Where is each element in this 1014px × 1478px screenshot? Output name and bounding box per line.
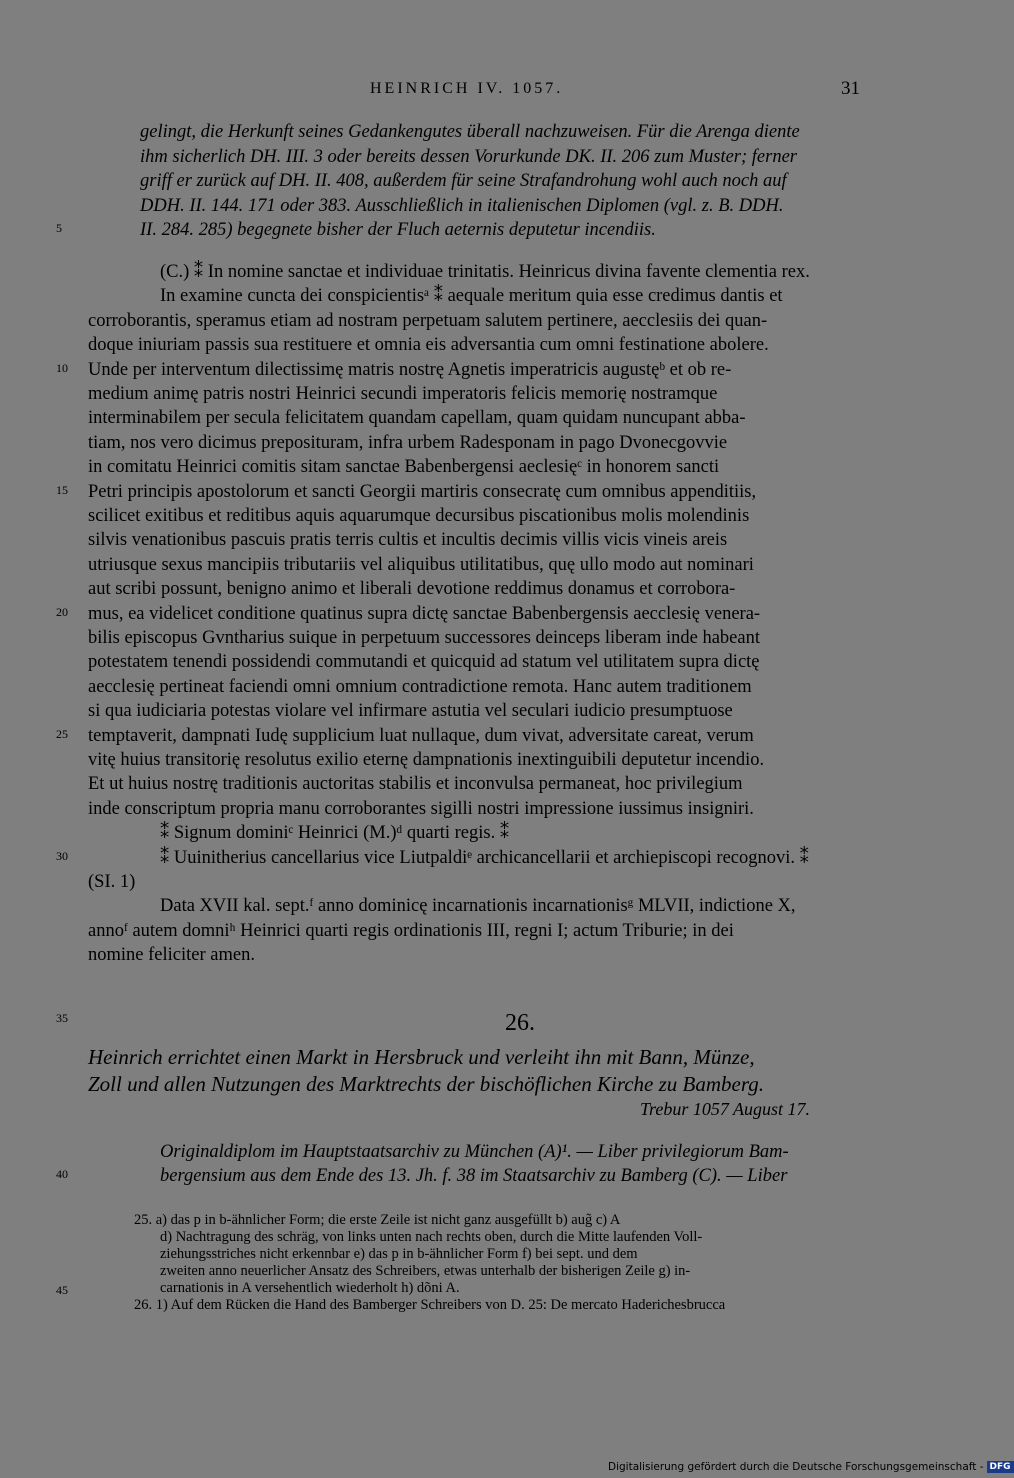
line-number: 40 — [56, 1167, 68, 1181]
commentary-line: ihm sicherlich DH. III. 3 oder bereits dessen Vorurkunde DK. II. 206 zum Muster; ferner — [140, 146, 797, 167]
main-text-line: aut scribi possunt, benigno animo et liberali devotione reddimus donamus et corrobora- — [88, 579, 736, 600]
main-text-line: potestatem tenendi possidendi commutandi et quicquid ad statum vel utilitatem supra dictę — [88, 652, 760, 673]
line-number: 30 — [56, 848, 68, 863]
page-header — [0, 80, 1000, 104]
regest-line-1: Heinrich errichtet einen Markt in Hersbruck und verleiht ihn mit Bann, Münze, — [88, 1045, 755, 1069]
dfg-logo: DFG — [987, 1461, 1014, 1473]
main-text-line: corroborantis, speramus etiam ad nostram perpetuam salutem pertinere, aecclesiis dei quan- — [88, 310, 768, 331]
main-text-line: (SI. 1) — [88, 872, 136, 892]
main-text-line: interminabilem per secula felicitatem quandam capellam, quam quidam nuncupant abba- — [88, 408, 746, 429]
line-number: 35 — [56, 1011, 68, 1025]
main-text-line: vitę huius transitorię resolutus exilio eternę dampnationis inextinguibili deputetur incendio. — [88, 750, 765, 770]
tradition-line: bergensium aus dem Ende des 13. Jh. f. 38 im Staatsarchiv zu Bamberg (C). — Liber — [160, 1166, 788, 1186]
main-text-line: in comitatu Heinrici comitis sitam sanctae Babenbergensi aeclesięᶜ in honorem sancti — [88, 457, 720, 478]
main-text-line: Et ut huius nostrę traditionis auctoritas stabilis et inconvulsa permaneat, hoc privilegium — [88, 774, 743, 795]
regest-line-2: Zoll und allen Nutzungen des Marktrechts der bischöflichen Kirche zu Bamberg. — [88, 1072, 764, 1096]
main-text-line: doque iniuriam passis sua restituere et omnia eis adversantia cum omni festinatione abolere. — [88, 335, 769, 356]
main-text-line: ⁑ Uuinitherius cancellarius vice Liutpaldiᵉ archicancellarii et archiepiscopi recognovi. ⁑ — [160, 847, 809, 868]
main-text-line: bilis episcopus Gvntharius suique in perpetuum successores deinceps liberam inde habeant — [88, 628, 760, 648]
document-number: 26. — [505, 1010, 535, 1036]
document-dating: Trebur 1057 August 17. — [640, 1099, 811, 1119]
line-number: 25 — [56, 726, 68, 741]
main-text-line: Petri principis apostolorum et sancti Georgii martiris consecratę cum omnibus appenditiis, — [88, 481, 757, 502]
commentary-line: griff er zurück auf DH. II. 408, außerdem für seine Strafandrohung wohl auch noch auf — [140, 171, 787, 191]
footer-text: Digitalisierung gefördert durch die Deutsche Forschungsgemeinschaft - — [608, 1461, 984, 1473]
line-number: 15 — [56, 482, 68, 497]
main-text-line: temptaverit, dampnati Iudę supplicium luat nullaque, dum vivat, adversitate careat, verum — [88, 725, 754, 746]
main-text-line: Unde per interventum dilectissimę matris nostrę Agnetis imperatricis augustęᵇ et ob re- — [88, 359, 732, 380]
footnotes-line: ziehungsstriches nicht erkennbar e) das p in b-ähnlicher Form f) bei sept. und dem — [160, 1246, 638, 1262]
line-number: 45 — [56, 1283, 68, 1297]
line-number: 20 — [56, 604, 68, 619]
main-text-line: ⁑ Signum dominiᶜ Heinrici (M.)ᵈ quarti regis. ⁑ — [160, 823, 510, 844]
main-text-line: nomine feliciter amen. — [88, 945, 255, 966]
footer — [608, 1461, 1014, 1473]
main-text-line: medium animę patris nostri Heinrici secundi imperatoris felicis memorię nostramque — [88, 384, 718, 404]
main-text-line: tiam, nos vero dicimus preposituram, infra urbem Radesponam in pago Dvonecgovvie — [88, 432, 728, 453]
main-text-line: inde conscriptum propria manu corroborantes sigilli nostri impressione iussimus insigniri. — [88, 798, 754, 819]
main-text-line: In examine cuncta dei conspicientisᵃ ⁑ aequale meritum quia esse credimus dantis et — [160, 286, 783, 307]
main-text-line: Data XVII kal. sept.ᶠ anno dominicę incarnationis incarnationisᵍ MLVII, indictione X, — [160, 896, 796, 917]
running-title: HEINRICH IV. 1057. — [370, 80, 564, 97]
commentary-line: II. 284. 285) begegnete bisher der Fluch aeternis deputetur incendiis. — [140, 220, 656, 240]
commentary-line: gelingt, die Herkunft seines Gedankengutes überall nachzuweisen. Für die Arenga diente — [140, 122, 800, 142]
line-number: 10 — [56, 360, 68, 375]
tradition-line: Originaldiplom im Hauptstaatsarchiv zu München (A)¹. — Liber privilegiorum Bam- — [160, 1142, 789, 1162]
footnotes-line: 26. 1) Auf dem Rücken die Hand des Bamberger Schreibers von D. 25: De mercato Haderichesbrucca — [134, 1297, 726, 1313]
main-text-line: scilicet exitibus et reditibus aquis aquarumque decursibus piscationibus molis molendinis — [88, 506, 750, 526]
footnotes-line: carnationis in A versehentlich wiederholt h) dõni A. — [160, 1280, 460, 1296]
main-text-line: aecclesię pertineat faciendi omni omnium contradictione remota. Hanc autem traditionem — [88, 676, 752, 697]
footnotes-line: zweiten anno neuerlicher Ansatz des Schreibers, etwas unterhalb der bisherigen Zeile g) in- — [160, 1263, 691, 1279]
commentary-line: DDH. II. 144. 171 oder 383. Ausschließlich in italienischen Diplomen (vgl. z. B. DDH. — [140, 195, 784, 216]
page-number: 31 — [841, 78, 860, 99]
main-text-line: (C.) ⁑ In nomine sanctae et individuae trinitatis. Heinricus divina favente clementia rex. — [160, 262, 810, 282]
main-text-line: silvis venationibus pascuis pratis terris cultis et incultis decimis villis vicis vineis areis — [88, 530, 728, 551]
main-text-line: si qua iudiciaria potestas violare vel infirmare astutia vel seculari iudicio presumptuose — [88, 701, 733, 722]
line-number: 5 — [56, 221, 62, 235]
main-text-line: utriusque sexus mancipiis tributariis vel aliquibus utilitatibus, quę ullo modo aut nominari — [88, 554, 754, 575]
footnotes-line: 25. a) das p in b-ähnlicher Form; die erste Zeile ist nicht ganz ausgefüllt b) aug̃ c) A — [134, 1212, 621, 1228]
main-text-line: annoᶠ autem domniʰ Heinrici quarti regis ordinationis III, regni I; actum Triburie; in dei — [88, 920, 734, 941]
footnotes-line: d) Nachtragung des schräg, von links unten nach rechts oben, durch die Mitte laufenden Voll- — [160, 1229, 703, 1245]
main-text-line: mus, ea videlicet conditione quatinus supra dictę sanctae Babenbergensis aecclesię venera- — [88, 603, 761, 624]
